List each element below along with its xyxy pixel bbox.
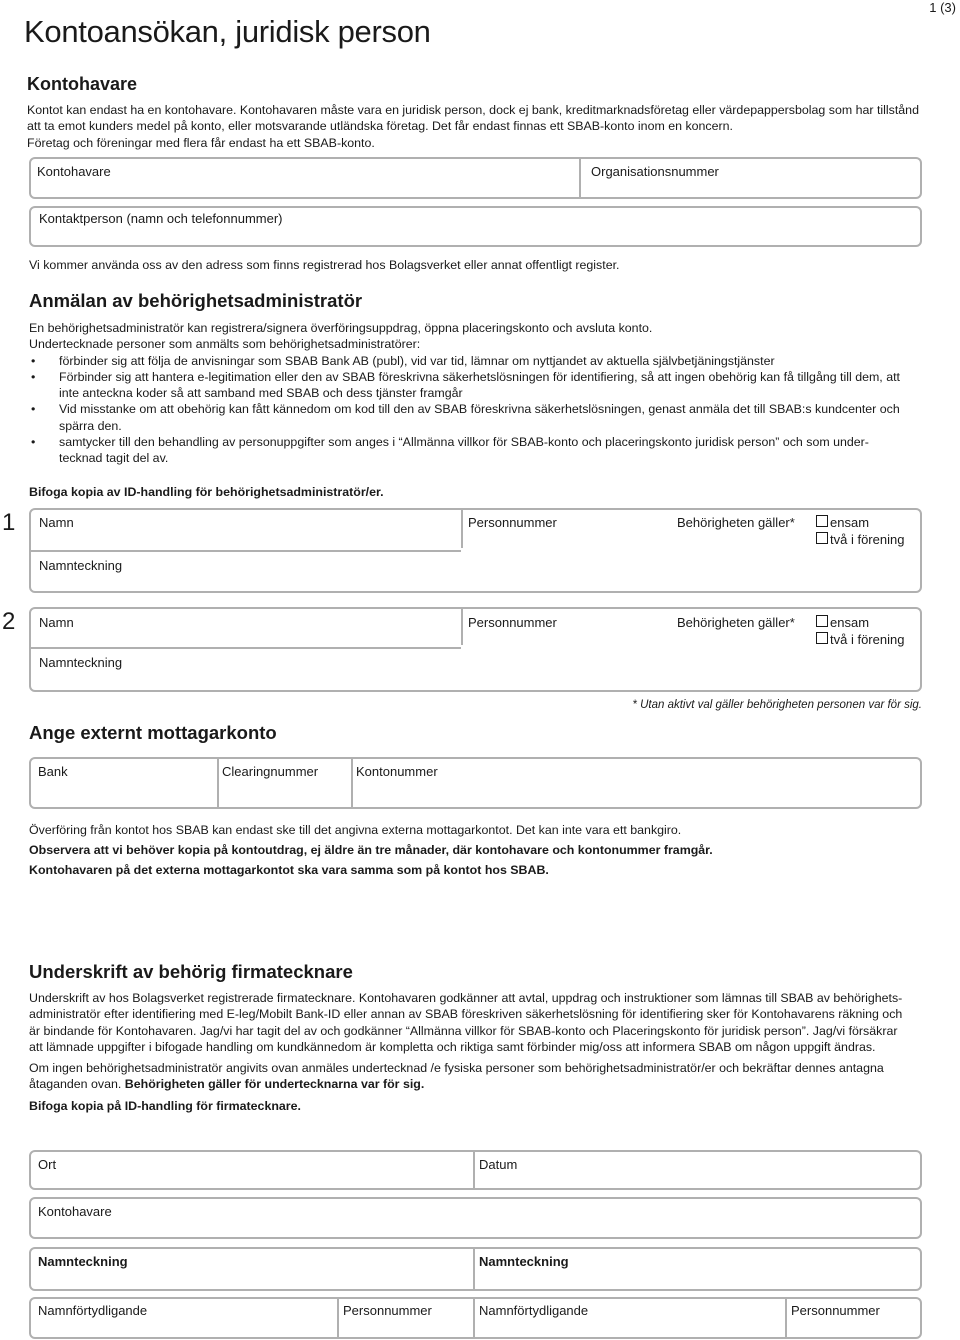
personnummer-field[interactable]: Personnummer (468, 615, 557, 630)
namnteckning-box (29, 1247, 922, 1291)
namnteckning-field[interactable]: Namnteckning (39, 558, 123, 573)
section-heading-kontohavare: Kontohavare (27, 74, 138, 94)
personnummer-field[interactable]: Personnummer (791, 1303, 880, 1318)
admin-bullet: • Förbinder sig att hantera e-legitimation eller den av SBAB föreskrivna säkerhetslösningen för identifiering, så att ingen obehörig kan få tillgång till dem, att inte anteckna koder så att samband med SBAB och dess tjänster framgår (29, 369, 909, 402)
namnfortydligande-field[interactable]: Namnförtydligande (38, 1303, 148, 1318)
ensam-checkbox[interactable] (816, 615, 828, 627)
ort-datum-box (29, 1150, 922, 1190)
page-number: 1 (3) (929, 0, 956, 15)
admin-text: En behörighetsadministratör kan registrera/signera överföringsuppdrag, öppna placeringskonto och avsluta konto. Undertecknade personer som anmälts som behörighetsadministratörer: • förbinder sig att följa de anvisningar som SBAB Bank AB (publ), vid var tid, lämnar om nyttjandet av aktuella självbetjäningstjänster • Förbinder sig att hantera e-legitimation eller den av SBAB föreskrivna säkerhetslösningen för identifiering, så att ingen obehörig kan få tillgång till dem, att inte anteckna koder så att samband med SBAB och dess tjänster framgår • Vid misstanke om att obehörig kan fått kännedom om kod till den av SBAB föreskrivna säkerhetslösningen, genast anmäla det till SBAB:s kundcenter och spärra den. • samtycker till den behandling av personuppgifter som anges i “Allmänna villkor för SBAB-konto och placeringskonto juridisk person” och som under- tecknad tagit del av. (29, 320, 909, 467)
row-number: 1 (2, 509, 16, 536)
kontaktperson-box (29, 206, 922, 247)
externt-text: Överföring från kontot hos SBAB kan endast ske till det angivna externa mottagarkontot. Det kan inte vara ett bankgiro. Observera att vi behöver kopia på kontoutdrag, ej äldre än tre månader, där kontohavare och kontonummer framgår. Kontohavaren på det externa mottagarkontot ska vara samma som på kontot hos SBAB. (29, 823, 713, 877)
namn-field[interactable]: Namn (39, 615, 74, 630)
personnummer-field[interactable]: Personnummer (468, 515, 557, 530)
bank-field[interactable]: Bank (38, 764, 68, 779)
admin-bullet: • förbinder sig att följa de anvisningar som SBAB Bank AB (publ), vid var tid, lämnar om nyttjandet av aktuella självbetjäningstjänster (29, 353, 909, 369)
footnote: * Utan aktivt val gäller behörigheten personen var för sig. (632, 699, 922, 711)
kontonummer-field[interactable]: Kontonummer (356, 764, 438, 779)
admin-bullet: • samtycker till den behandling av personuppgifter som anges i “Allmänna villkor för SBAB-konto och placeringskonto juridisk person” och som under- tecknad tagit del av. (29, 434, 909, 467)
namnteckning-field[interactable]: Namnteckning (39, 655, 123, 670)
kontohavare-field[interactable]: Kontohavare (38, 1204, 112, 1219)
row-number: 2 (2, 608, 16, 635)
ensam-checkbox[interactable] (816, 515, 828, 527)
admin-row-1 (29, 508, 922, 593)
behorighet-label: Behörigheten gäller* (677, 615, 795, 630)
underskrift-kontohavare-box (29, 1197, 922, 1239)
tva-i-forening-label: två i förening (830, 532, 905, 547)
admin-attach-note: Bifoga kopia av ID-handling för behörighetsadministratör/er. (29, 485, 384, 499)
datum-field[interactable]: Datum (479, 1157, 518, 1172)
kontaktperson-field[interactable]: Kontaktperson (namn och telefonnummer) (39, 211, 283, 226)
ensam-label: ensam (830, 515, 870, 530)
namn-field[interactable]: Namn (39, 515, 74, 530)
namnfortydligande-field[interactable]: Namnförtydligande (479, 1303, 589, 1318)
kontohavare-intro: Kontot kan endast ha en kontohavare. Kontohavaren måste vara en juridisk person, dock ej bank, kreditmarknadsföretag eller värdepappersbolag som har tillstånd att ta emot kunders medel på konto, eller motsvarande utländska företag. Det får endast finnas ett SBAB-konto inom en koncern. Företag och föreningar med flera får endast ha ett SBAB-konto. (27, 103, 919, 150)
page-title: Kontoansökan, juridisk person (24, 14, 431, 49)
tva-i-forening-checkbox[interactable] (816, 632, 828, 644)
ort-field[interactable]: Ort (38, 1157, 57, 1172)
kontohavare-box (29, 157, 922, 199)
kontohavare-field[interactable]: Kontohavare (37, 164, 111, 179)
tva-i-forening-checkbox[interactable] (816, 532, 828, 544)
externt-konto-box (29, 757, 922, 809)
behorighet-label: Behörigheten gäller* (677, 515, 795, 530)
personnummer-field[interactable]: Personnummer (343, 1303, 432, 1318)
clearingnummer-field[interactable]: Clearingnummer (222, 764, 319, 779)
admin-row-2 (29, 607, 922, 692)
namnfortydligande-box (29, 1297, 922, 1339)
address-note: Vi kommer använda oss av den adress som finns registrerad hos Bolagsverket eller annat offentligt register. (29, 258, 620, 272)
admin-bullet: • Vid misstanke om att obehörig kan fått kännedom om kod till den av SBAB föreskrivna säkerhetslösningen, genast anmäla det till SBAB:s kundcenter och spärra den. (29, 401, 909, 434)
section-heading-externt: Ange externt mottagarkonto (29, 722, 277, 743)
ensam-label: ensam (830, 615, 870, 630)
section-heading-admin: Anmälan av behörighetsadministratör (29, 290, 363, 311)
namnteckning-field[interactable]: Namnteckning (479, 1254, 569, 1269)
underskrift-text: Underskrift av hos Bolagsverket registrerade firmatecknare. Kontohavaren godkänner att avtal, uppdrag och instruktioner som lämnas till SBAB av behörighets- administratör efter identifiering med E-leg/Mobilt Bank-ID eller annan av SBAB föreskriven säkerhetslösning för identifiering sker för Kontohavarens räkning och är bindande för Kontohavaren. Jag/vi har tagit del av och godkänner “Allmänna villkor för SBAB-konto och Placeringskonto för juridisk person”. Jag/vi försäkrar att lämnade uppgifter i bifogade handling om kundkännedom är kompletta och riktiga samt förbinder mig/oss att informera SBAB om någon uppgift ändras. Om ingen behörighetsadministratör angivits ovan anmäles undertecknad /e fysiska personer som behörighetsadministratör/er och bekräftar dennes antagna åtaganden ovan. Behörigheten gäller för undertecknarna var för sig. Bifoga kopia på ID-handling för firmatecknare. (29, 991, 903, 1113)
section-heading-underskrift: Underskrift av behörig firmatecknare (29, 961, 353, 982)
tva-i-forening-label: två i förening (830, 632, 905, 647)
orgnr-field[interactable]: Organisationsnummer (591, 164, 719, 179)
namnteckning-field[interactable]: Namnteckning (38, 1254, 128, 1269)
